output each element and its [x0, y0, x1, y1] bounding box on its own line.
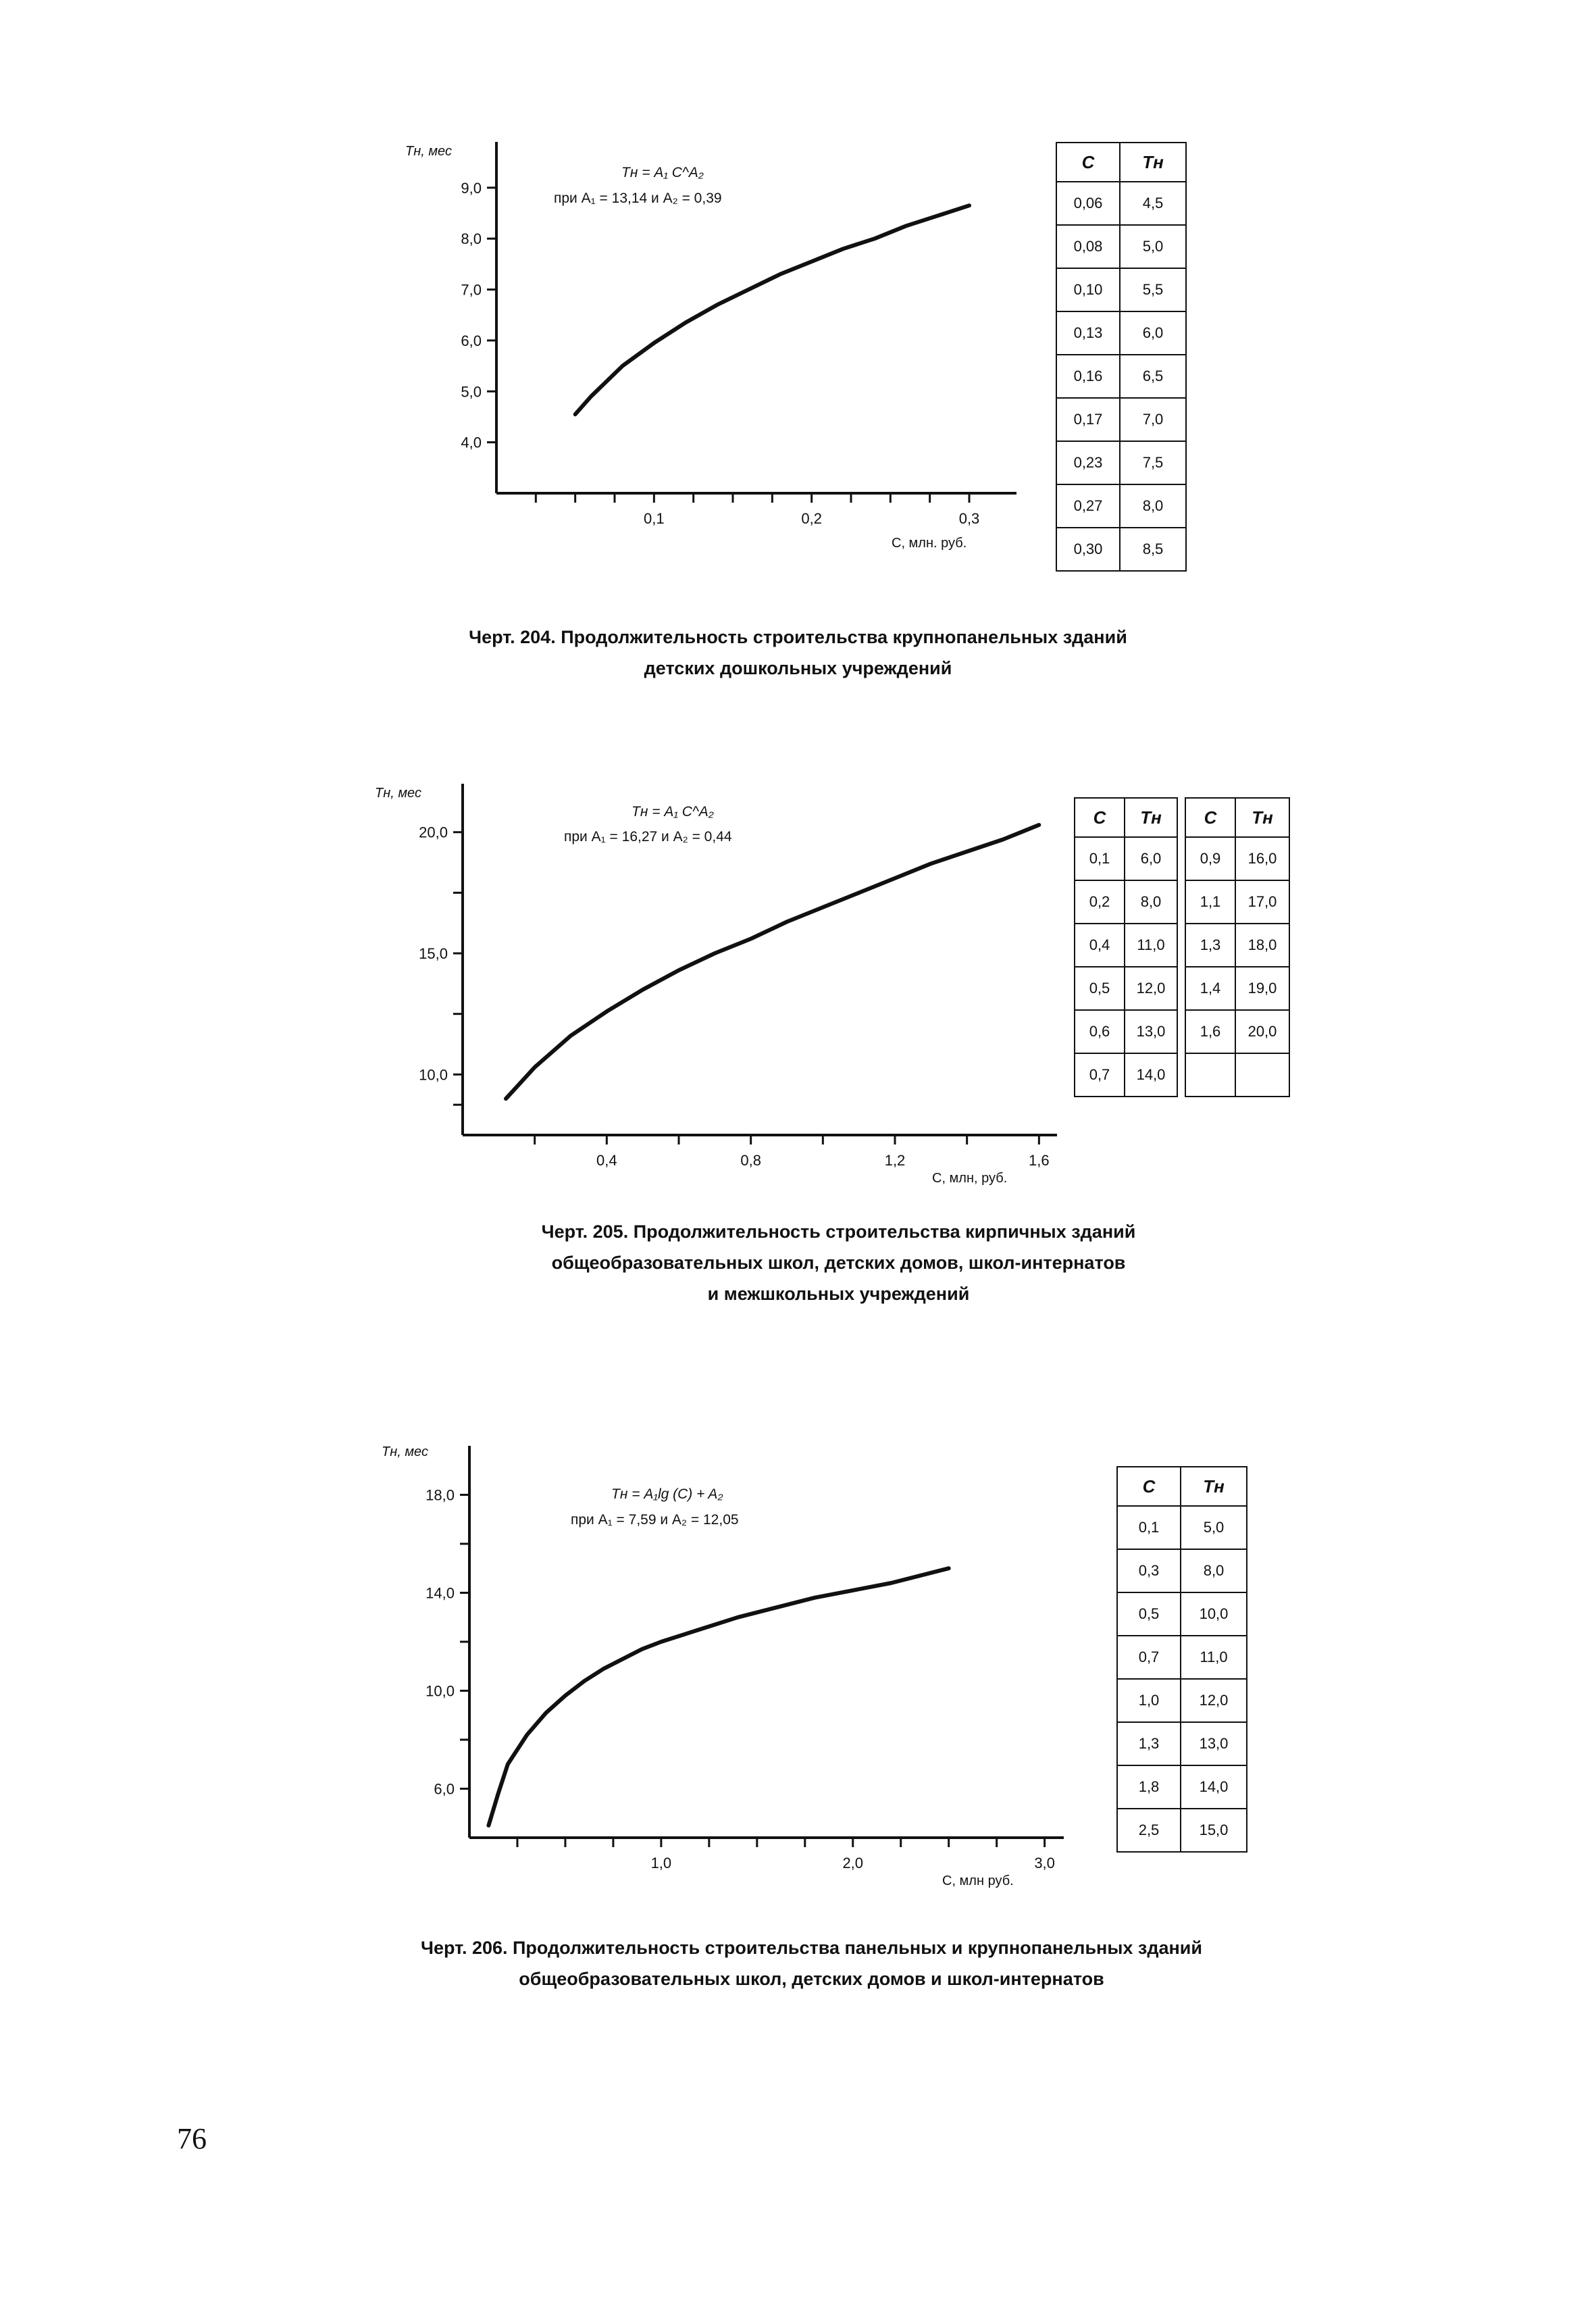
y-tick-label: 14,0: [426, 1584, 455, 1602]
header-tn: Tн: [1181, 1467, 1247, 1506]
formula-line-2: при A₁ = 7,59 и A₂ = 12,05: [571, 1512, 739, 1528]
table-cell: 0,2: [1075, 880, 1125, 924]
table-cell: 1,3: [1185, 924, 1235, 967]
table-cell: 0,6: [1075, 1010, 1125, 1053]
y-tick-label: 20,0: [419, 824, 448, 841]
x-tick-label: 1,6: [1029, 1152, 1050, 1169]
chart-205: [0, 763, 1596, 1209]
header-tn: Tн: [1120, 143, 1186, 182]
y-tick-label: 4,0: [461, 434, 482, 451]
y-tick-label: 6,0: [461, 332, 482, 349]
table-cell: 0,08: [1056, 225, 1120, 268]
header-c: С: [1056, 143, 1120, 182]
figure-caption-205: [41, 1216, 1596, 1309]
table-cell: 10,0: [1181, 1592, 1247, 1636]
x-tick-label: 3,0: [1034, 1855, 1055, 1871]
caption-line: Черт. 204. Продолжительность строительства крупнопанельных зданий: [469, 627, 1127, 647]
table-cell: 1,4: [1185, 967, 1235, 1010]
table-cell: 6,0: [1120, 311, 1186, 355]
table-row: [1117, 1592, 1247, 1636]
table-row: [1117, 1506, 1247, 1549]
figure-caption-204: [0, 622, 1596, 684]
x-tick-label: 1,2: [884, 1152, 906, 1169]
figure-caption-206: [14, 1932, 1596, 1994]
table-cell: 1,6: [1185, 1010, 1235, 1053]
caption-line: общеобразовательных школ, детских домов и школ-интернатов: [519, 1969, 1104, 1989]
caption-line: Черт. 206. Продолжительность строительства панельных и крупнопанельных зданий: [420, 1938, 1203, 1958]
table-cell: 8,0: [1181, 1549, 1247, 1592]
caption-line: общеобразовательных школ, детских домов, школ-интернатов: [551, 1253, 1126, 1273]
series-line: [488, 1568, 948, 1826]
y-tick-label: 6,0: [434, 1780, 455, 1798]
header-c: С: [1185, 798, 1235, 837]
y-axis-label: Tн, мес: [405, 144, 452, 159]
table-row: [1075, 967, 1289, 1010]
table-gap: [1177, 967, 1185, 1010]
table-cell: 0,10: [1056, 268, 1120, 311]
table-cell: 15,0: [1181, 1809, 1247, 1852]
x-tick-label: 1,0: [650, 1855, 672, 1871]
chart-206: [0, 1426, 1596, 1912]
table-row: [1056, 398, 1186, 441]
table-cell: 1,0: [1117, 1679, 1181, 1722]
table-cell: 0,5: [1075, 967, 1125, 1010]
y-tick-label: 9,0: [461, 179, 482, 197]
table-cell: 12,0: [1125, 967, 1177, 1010]
table-cell: 11,0: [1125, 924, 1177, 967]
table-cell: 0,4: [1075, 924, 1125, 967]
y-tick-label: 5,0: [461, 383, 482, 401]
values-table-205: [1074, 797, 1290, 1097]
x-axis-label: С, млн. руб.: [892, 536, 967, 551]
table-cell: 0,7: [1117, 1636, 1181, 1679]
header-tn: Tн: [1125, 798, 1177, 837]
table-cell: 2,5: [1117, 1809, 1181, 1852]
table-row: [1075, 1010, 1289, 1053]
x-tick-label: 0,1: [644, 510, 665, 527]
figure-206: [0, 1426, 1596, 2034]
table-cell: 8,0: [1125, 880, 1177, 924]
chart-204: [0, 122, 1596, 595]
table-cell: 8,0: [1120, 484, 1186, 528]
formula-line-2: при A₁ = 16,27 и A₂ = 0,44: [564, 829, 732, 845]
table-cell: 1,3: [1117, 1722, 1181, 1765]
table-row: [1056, 355, 1186, 398]
table-row: [1056, 268, 1186, 311]
table-cell: 14,0: [1125, 1053, 1177, 1097]
x-axis-label: С, млн руб.: [942, 1873, 1014, 1888]
table-row: [1056, 225, 1186, 268]
table-row: [1056, 484, 1186, 528]
table-cell: 0,17: [1056, 398, 1120, 441]
y-tick-label: 8,0: [461, 230, 482, 248]
table-row: [1117, 1636, 1247, 1679]
x-tick-label: 0,4: [596, 1152, 617, 1169]
table-cell: 18,0: [1235, 924, 1289, 967]
series-line: [506, 825, 1039, 1099]
table-row: [1056, 528, 1186, 571]
y-tick-label: 10,0: [426, 1682, 455, 1700]
table-cell: 5,5: [1120, 268, 1186, 311]
figure-205: [0, 763, 1596, 1344]
table-row: [1056, 311, 1186, 355]
table-cell: 0,7: [1075, 1053, 1125, 1097]
table-row: [1056, 441, 1186, 484]
table-row: [1117, 1679, 1247, 1722]
table-cell: [1235, 1053, 1289, 1097]
table-gap: [1177, 880, 1185, 924]
header-c: С: [1117, 1467, 1181, 1506]
x-tick-label: 0,2: [801, 510, 822, 527]
table-cell: 0,1: [1075, 837, 1125, 880]
header-tn: Tн: [1235, 798, 1289, 837]
table-row: [1117, 1765, 1247, 1809]
y-tick-label: 7,0: [461, 281, 482, 299]
table-cell: 0,3: [1117, 1549, 1181, 1592]
x-axis-label: С, млн, руб.: [932, 1171, 1008, 1186]
table-row: [1075, 1053, 1289, 1097]
formula-line-1: Tн = A₁ C^A₂: [632, 804, 714, 820]
values-table-206: [1116, 1466, 1247, 1853]
table-cell: 6,5: [1120, 355, 1186, 398]
table-row: [1056, 182, 1186, 225]
table-cell: 14,0: [1181, 1765, 1247, 1809]
table-gap: [1177, 837, 1185, 880]
table-cell: 4,5: [1120, 182, 1186, 225]
header-c: С: [1075, 798, 1125, 837]
x-tick-label: 2,0: [842, 1855, 864, 1871]
x-tick-label: 0,3: [958, 510, 980, 527]
series-line: [575, 205, 969, 414]
figure-204: [0, 122, 1596, 716]
table-cell: 12,0: [1181, 1679, 1247, 1722]
table-cell: 0,30: [1056, 528, 1120, 571]
table-cell: 16,0: [1235, 837, 1289, 880]
y-tick-label: 10,0: [419, 1066, 448, 1084]
table-row: [1117, 1549, 1247, 1592]
table-cell: 20,0: [1235, 1010, 1289, 1053]
table-cell: 0,23: [1056, 441, 1120, 484]
formula-line-2: при A₁ = 13,14 и A₂ = 0,39: [554, 191, 722, 206]
page-number: 76: [177, 2122, 207, 2155]
caption-line: Черт. 205. Продолжительность строительства кирпичных зданий: [541, 1222, 1136, 1242]
formula-line-1: Tн = A₁lg (C) + A₂: [611, 1486, 723, 1502]
table-cell: 7,0: [1120, 398, 1186, 441]
y-tick-label: 15,0: [419, 945, 448, 963]
table-cell: 11,0: [1181, 1636, 1247, 1679]
formula-line-1: Tн = A₁ C^A₂: [621, 165, 704, 180]
y-axis-label: Tн, мес: [375, 786, 421, 801]
table-cell: [1185, 1053, 1235, 1097]
table-row: [1117, 1809, 1247, 1852]
table-cell: 8,5: [1120, 528, 1186, 571]
table-cell: 7,5: [1120, 441, 1186, 484]
table-cell: 1,1: [1185, 880, 1235, 924]
caption-line: детских дошкольных учреждений: [644, 658, 952, 678]
table-gap: [1177, 924, 1185, 967]
table-cell: 0,5: [1117, 1592, 1181, 1636]
table-cell: 6,0: [1125, 837, 1177, 880]
table-cell: 13,0: [1181, 1722, 1247, 1765]
table-row: [1075, 924, 1289, 967]
table-row: [1075, 880, 1289, 924]
y-tick-label: 18,0: [426, 1486, 455, 1504]
x-tick-label: 0,8: [740, 1152, 761, 1169]
table-cell: 5,0: [1120, 225, 1186, 268]
values-table-204: [1056, 142, 1187, 572]
table-row: [1117, 1722, 1247, 1765]
table-cell: 5,0: [1181, 1506, 1247, 1549]
table-cell: 19,0: [1235, 967, 1289, 1010]
caption-line: и межшкольных учреждений: [707, 1284, 970, 1304]
table-cell: 1,8: [1117, 1765, 1181, 1809]
y-axis-label: Tн, мес: [382, 1444, 428, 1459]
table-cell: 0,06: [1056, 182, 1120, 225]
table-cell: 13,0: [1125, 1010, 1177, 1053]
table-gap: [1177, 1010, 1185, 1053]
table-cell: 17,0: [1235, 880, 1289, 924]
table-cell: 0,16: [1056, 355, 1120, 398]
table-gap: [1177, 1053, 1185, 1097]
table-cell: 0,27: [1056, 484, 1120, 528]
table-gap: [1177, 798, 1185, 837]
table-cell: 0,1: [1117, 1506, 1181, 1549]
table-cell: 0,9: [1185, 837, 1235, 880]
table-cell: 0,13: [1056, 311, 1120, 355]
table-row: [1075, 837, 1289, 880]
